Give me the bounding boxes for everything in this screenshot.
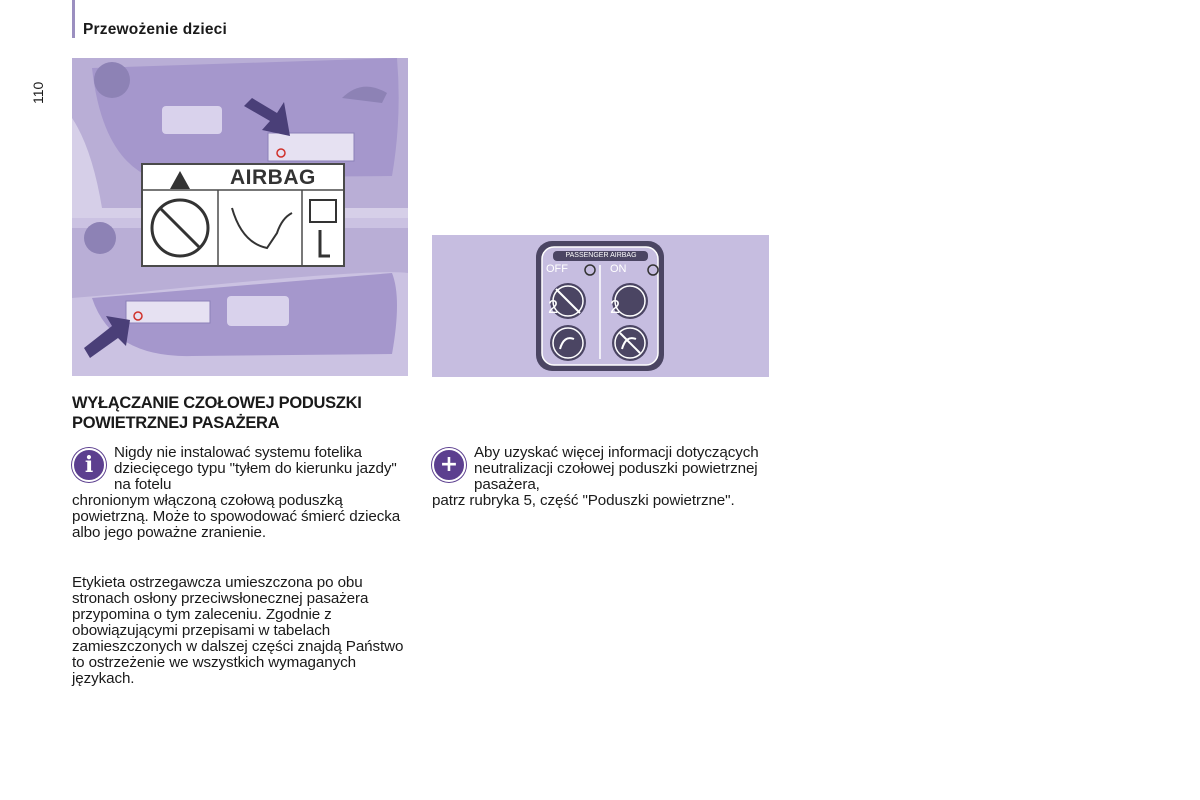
passenger-airbag-panel-illustration xyxy=(432,235,769,377)
airbag-label-text: AIRBAG xyxy=(230,166,316,189)
label-paragraph: Etykieta ostrzegawcza umieszczona po obu stronach osłony przeciwsłonecznej pasażera przypomina o tym zaleceniu. Zgodnie z obowiązującymi przepisami w tabelach zamieszczonych w dalszej części znajdą Państwo to ostrzeżenie we wszystkich wymaganych językach. xyxy=(72,574,404,687)
seat-number-right: 2 xyxy=(610,297,621,317)
sun-visor-drawing xyxy=(72,58,408,376)
airbag-off-label: OFF xyxy=(546,263,568,275)
page-number: 110 xyxy=(30,81,46,104)
panel-title: PASSENGER AIRBAG xyxy=(565,252,637,259)
info-text-rest: patrz rubryka 5, część "Poduszki powietrzne". xyxy=(432,492,735,509)
warning-text-rest: chronionym włączoną czołową poduszką powietrzną. Może to spowodować śmierć dziecka albo jego poważne zranienie. xyxy=(72,492,401,541)
info-i-icon: i xyxy=(72,448,106,482)
info-text-indented: Aby uzyskać więcej informacji dotyczących neutralizacji czołowej poduszki powietrznej pasażera, xyxy=(474,444,759,493)
section-title: Przewożenie dzieci xyxy=(83,21,228,38)
seat-number-left: 2 xyxy=(548,297,559,317)
plus-icon: + xyxy=(432,448,466,482)
airbag-on-label: ON xyxy=(610,263,627,275)
sun-visor-illustration xyxy=(72,58,408,376)
info-paragraph xyxy=(432,445,777,509)
header-rule xyxy=(72,0,75,38)
warning-paragraph xyxy=(72,445,417,541)
warning-text-indented: Nigdy nie instalować systemu fotelika dziecięcego typu "tyłem do kierunku jazdy" na fotelu xyxy=(114,444,397,493)
section-heading: WYŁĄCZANIE CZOŁOWEJ PODUSZKI POWIETRZNEJ PASAŻERA xyxy=(72,394,362,432)
